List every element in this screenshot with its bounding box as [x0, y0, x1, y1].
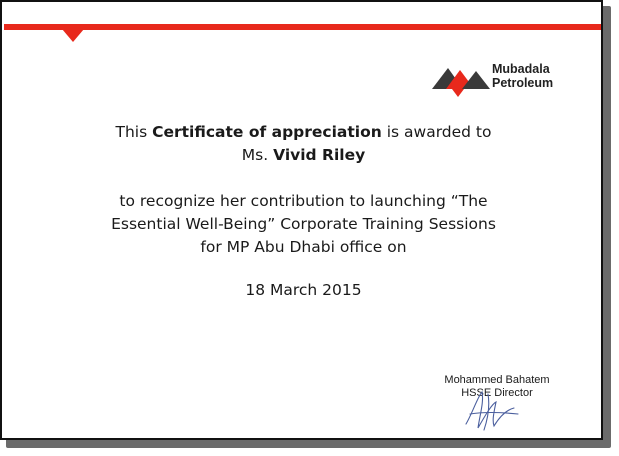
intro-prefix: This: [115, 123, 153, 141]
award-date: 18 March 2015: [245, 281, 362, 299]
reason-line-3: for MP Abu Dhabi office on: [200, 238, 407, 256]
signature-scribble: [458, 384, 528, 434]
company-name: [492, 62, 553, 90]
certificate-body: [2, 121, 605, 302]
red-notch-triangle: [62, 29, 84, 42]
red-header-bar: [4, 24, 601, 30]
recipient-line: [2, 144, 605, 167]
certificate-title: Certificate of appreciation: [152, 123, 382, 141]
intro-line: [2, 121, 605, 144]
signatory-title: HSSE Director: [461, 387, 533, 399]
company-logo: [432, 62, 572, 98]
reason-line-1: to recognize her contribution to launching “The: [119, 192, 488, 210]
signatory-name: Mohammed Bahatem: [444, 374, 550, 386]
intro-suffix: is awarded to: [381, 123, 492, 141]
recipient-name: Vivid Riley: [273, 146, 366, 164]
recipient-prefix: Ms.: [241, 146, 274, 164]
company-name-line2: Petroleum: [492, 76, 554, 90]
mountain-logo-icon: [432, 62, 492, 98]
reason-line-2: Essential Well-Being” Corporate Training Sessions: [111, 215, 496, 233]
company-name-line1: Mubadala: [492, 62, 550, 76]
